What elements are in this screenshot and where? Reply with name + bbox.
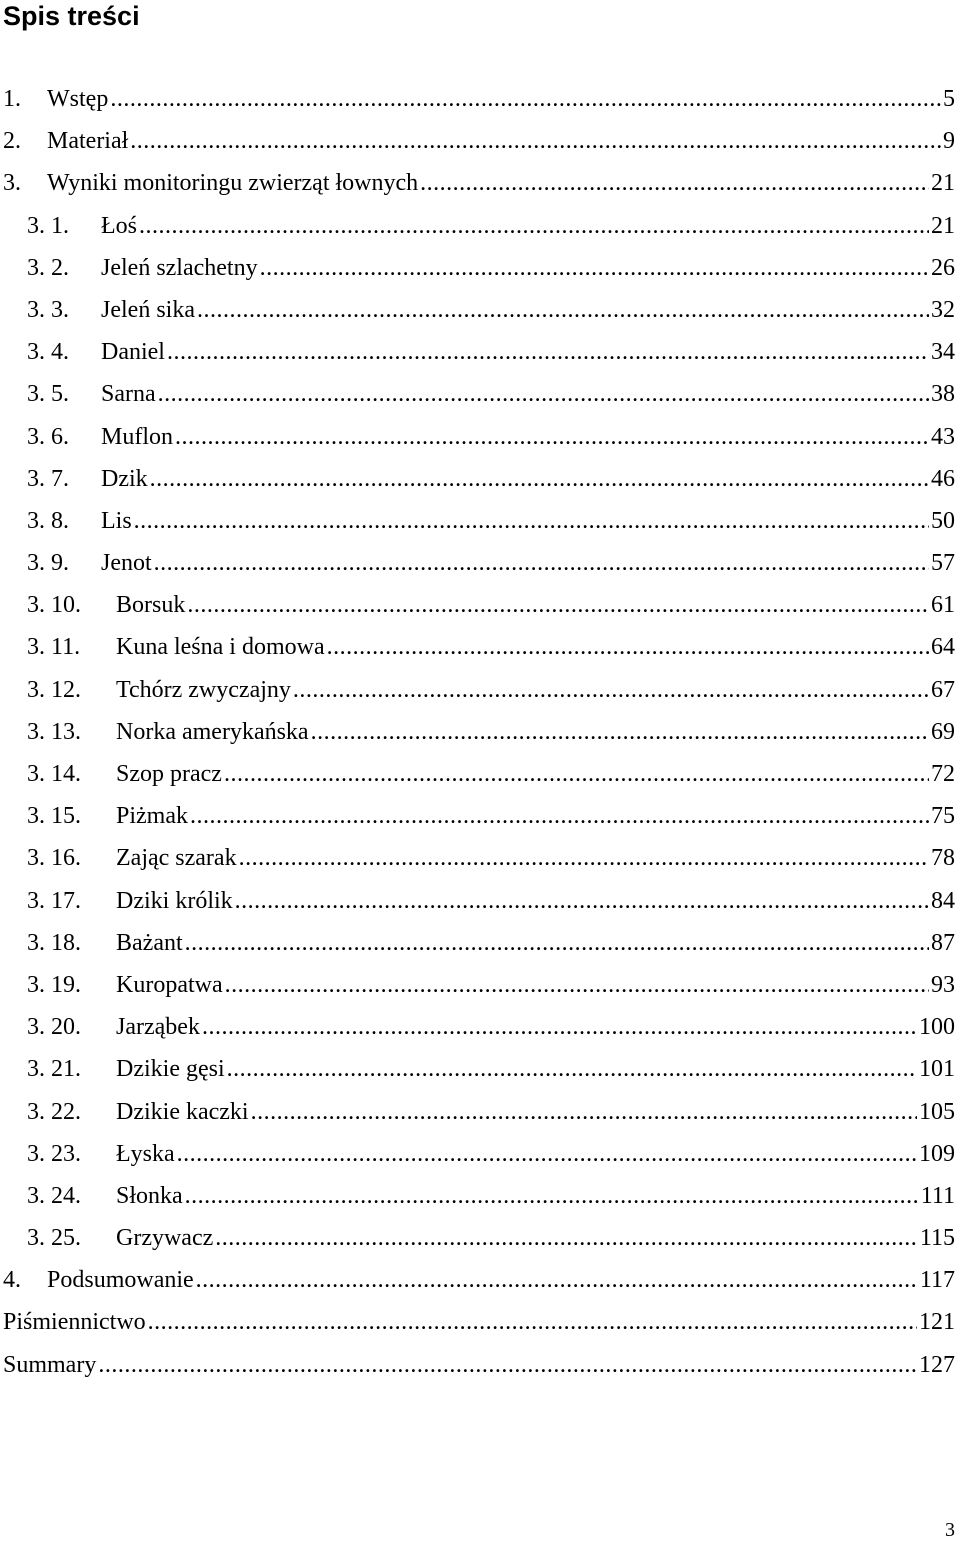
toc-dot-leader (150, 458, 929, 500)
toc-entry-page: 75 (931, 803, 955, 830)
toc-entry[interactable] (0, 964, 960, 1006)
toc-entry-page: 115 (919, 1225, 955, 1252)
toc-entry-title: Daniel (101, 339, 165, 366)
toc-entry[interactable] (0, 669, 960, 711)
toc-entry-number: 3. 1. (27, 212, 69, 239)
toc-entry[interactable] (0, 922, 960, 964)
toc-entry-title: Dziki królik (116, 887, 233, 914)
toc-entry[interactable] (0, 795, 960, 837)
toc-entry[interactable] (0, 331, 960, 373)
toc-dot-leader (185, 1175, 919, 1217)
toc-entry[interactable] (0, 1344, 960, 1386)
toc-entry[interactable] (0, 289, 960, 331)
toc-dot-leader (202, 1006, 917, 1048)
toc-entry-page: 127 (919, 1351, 955, 1378)
toc-dot-leader (187, 584, 929, 626)
toc-entry-page: 78 (931, 845, 955, 872)
toc-entry-page: 26 (931, 254, 955, 281)
toc-entry-title: Grzywacz (116, 1225, 214, 1252)
toc-entry-number: 2. (3, 128, 21, 155)
toc-entry-title: Bażant (116, 929, 183, 956)
toc-dot-leader (215, 1217, 918, 1259)
toc-dot-leader (98, 1344, 917, 1386)
toc-entry-page: 9 (943, 128, 955, 155)
toc-entry-page: 67 (931, 676, 955, 703)
toc-entry-page: 105 (919, 1098, 955, 1125)
toc-entry-page: 69 (931, 718, 955, 745)
toc-dot-leader (293, 669, 929, 711)
toc-entry-number: 3. 19. (27, 971, 81, 998)
toc-entry[interactable] (0, 711, 960, 753)
toc-entry-title: Jenot (101, 550, 152, 577)
toc-dot-leader (177, 1133, 917, 1175)
toc-entry-number: 3. 16. (27, 845, 81, 872)
toc-entry-page: 87 (931, 929, 955, 956)
toc-dot-leader (196, 1259, 918, 1301)
toc-entry[interactable] (0, 1259, 960, 1301)
toc-entry-page: 50 (931, 507, 955, 534)
toc-entry-number: 3. 5. (27, 381, 69, 408)
toc-entry[interactable] (0, 500, 960, 542)
toc-entry[interactable] (0, 1217, 960, 1259)
toc-entry-page: 101 (919, 1056, 955, 1083)
toc-dot-leader (175, 416, 929, 458)
toc-dot-leader (154, 542, 929, 584)
toc-entry-page: 117 (919, 1267, 955, 1294)
toc-entry[interactable] (0, 458, 960, 500)
toc-entry-number: 3. 20. (27, 1014, 81, 1041)
toc-entry-number: 3. 2. (27, 254, 69, 281)
toc-entry-number: 3. 25. (27, 1225, 81, 1252)
toc-entry[interactable] (0, 753, 960, 795)
toc-entry-page: 43 (931, 423, 955, 450)
toc-entry[interactable] (0, 542, 960, 584)
toc-entry-title: Materiał (47, 128, 129, 155)
toc-entry-title: Piżmak (116, 803, 188, 830)
toc-entry[interactable] (0, 416, 960, 458)
toc-dot-leader (167, 331, 929, 373)
toc-entry-page: 21 (931, 212, 955, 239)
toc-dot-leader (225, 964, 929, 1006)
toc-entry-number: 3. (3, 170, 21, 197)
toc-dot-leader (420, 162, 929, 204)
toc-entry-title: Jeleń szlachetny (101, 254, 258, 281)
toc-entry[interactable] (0, 626, 960, 668)
toc-entry[interactable] (0, 162, 960, 204)
toc-entry-number: 1. (3, 86, 21, 112)
toc-entry-page: 57 (931, 550, 955, 577)
toc-entry-number: 3. 3. (27, 296, 69, 323)
toc-heading: Spis treści (3, 1, 140, 31)
toc-entry-number: 3. 22. (27, 1098, 81, 1125)
toc-entry-page: 34 (931, 339, 955, 366)
toc-entry-page: 32 (931, 296, 955, 323)
toc-dot-leader (190, 795, 929, 837)
toc-entry-number: 3. 12. (27, 676, 81, 703)
toc-entry[interactable] (0, 837, 960, 879)
toc-entry-title: Dzikie kaczki (116, 1098, 249, 1125)
toc-entry[interactable] (0, 1006, 960, 1048)
toc-entry-title: Kuna leśna i domowa (116, 634, 325, 661)
toc-entry-title: Wstęp (47, 86, 109, 112)
toc-dot-leader (185, 922, 929, 964)
toc-entry-number: 3. 8. (27, 507, 69, 534)
toc-entry-title: Łoś (101, 212, 137, 239)
toc-dot-leader (148, 1301, 917, 1343)
toc-entry-page: 72 (931, 761, 955, 787)
toc-entry-page: 93 (931, 971, 955, 998)
toc-entry-page: 121 (919, 1309, 955, 1336)
toc-entry-number: 3. 21. (27, 1056, 81, 1083)
toc-entry[interactable] (0, 1048, 960, 1090)
toc-entry-number: 3. 11. (27, 634, 81, 661)
toc-dot-leader (130, 120, 941, 162)
toc-entry-page: 38 (931, 381, 955, 408)
toc-entry-page: 64 (931, 634, 955, 661)
toc-entry-title: Szop pracz (116, 761, 222, 787)
toc-entry-title: Lis (101, 507, 132, 534)
toc-dot-leader (197, 289, 929, 331)
toc-entry-number: 3. 6. (27, 423, 69, 450)
toc-dot-leader (139, 205, 929, 247)
toc-entry[interactable] (0, 205, 960, 247)
toc-entry[interactable] (0, 1175, 960, 1217)
toc-entry-number: 3. 24. (27, 1182, 81, 1209)
toc-entry-page: 84 (931, 887, 955, 914)
toc-entry-number: 3. 18. (27, 929, 81, 956)
toc-entry[interactable] (0, 247, 960, 289)
toc-entry-number: 4. (3, 1267, 21, 1294)
toc-entry-title: Dzikie gęsi (116, 1056, 225, 1083)
toc-entry-title: Summary (3, 1351, 97, 1378)
toc-dot-leader (134, 500, 929, 542)
toc-dot-leader (311, 711, 929, 753)
toc-dot-leader (260, 247, 929, 289)
toc-entry-number: 3. 23. (27, 1140, 81, 1167)
toc-entry-title: Kuropatwa (116, 971, 223, 998)
toc-entry[interactable] (0, 1301, 960, 1343)
toc-entry-number: 3. 13. (27, 718, 81, 745)
toc-entry-title: Norka amerykańska (116, 718, 309, 745)
toc-entry-page: 109 (919, 1140, 955, 1167)
toc-entry[interactable] (0, 1091, 960, 1133)
toc-entry-title: Sarna (101, 381, 156, 408)
toc-entry-title: Słonka (116, 1182, 183, 1209)
toc-entry-page: 100 (919, 1014, 955, 1041)
toc-dot-leader (251, 1091, 917, 1133)
toc-entry-number: 3. 7. (27, 465, 69, 492)
toc-entry-title: Tchórz zwyczajny (116, 676, 291, 703)
toc-entry[interactable] (0, 880, 960, 922)
toc-dot-leader (239, 837, 929, 879)
toc-entry[interactable] (0, 584, 960, 626)
toc-entry-number: 3. 15. (27, 803, 81, 830)
toc-entry-number: 3. 17. (27, 887, 81, 914)
toc-entry-number: 3. 10. (27, 592, 81, 619)
toc-entry-page: 21 (931, 170, 955, 197)
toc-dot-leader (227, 1048, 917, 1090)
toc-entry[interactable] (0, 1133, 960, 1175)
toc-dot-leader (235, 880, 929, 922)
toc-dot-leader (327, 626, 929, 668)
toc-entry-number: 3. 9. (27, 550, 69, 577)
toc-entry-title: Jeleń sika (101, 296, 195, 323)
toc-entry-title: Zając szarak (116, 845, 237, 872)
toc-entry-title: Dzik (101, 465, 148, 492)
toc-entry[interactable] (0, 78, 960, 120)
toc-entry-title: Piśmiennictwo (3, 1309, 146, 1336)
toc-entry-page: 61 (931, 592, 955, 619)
toc-entry-page: 46 (931, 465, 955, 492)
table-of-contents (0, 78, 960, 1386)
page-number: 3 (945, 1519, 955, 1541)
toc-entry-title: Borsuk (116, 592, 186, 619)
toc-entry-number: 3. 14. (27, 761, 81, 787)
toc-entry-title: Wyniki monitoringu zwierząt łownych (47, 170, 419, 197)
toc-entry-title: Muflon (101, 423, 173, 450)
toc-dot-leader (110, 78, 941, 120)
toc-entry-page: 5 (943, 86, 955, 112)
toc-entry-title: Podsumowanie (47, 1267, 194, 1294)
toc-dot-leader (224, 753, 929, 795)
toc-entry[interactable] (0, 120, 960, 162)
toc-entry-title: Łyska (116, 1140, 175, 1167)
toc-entry[interactable] (0, 373, 960, 415)
toc-entry-title: Jarząbek (116, 1014, 200, 1041)
toc-entry-number: 3. 4. (27, 339, 69, 366)
toc-entry-page: 111 (920, 1182, 955, 1209)
toc-dot-leader (158, 373, 929, 415)
